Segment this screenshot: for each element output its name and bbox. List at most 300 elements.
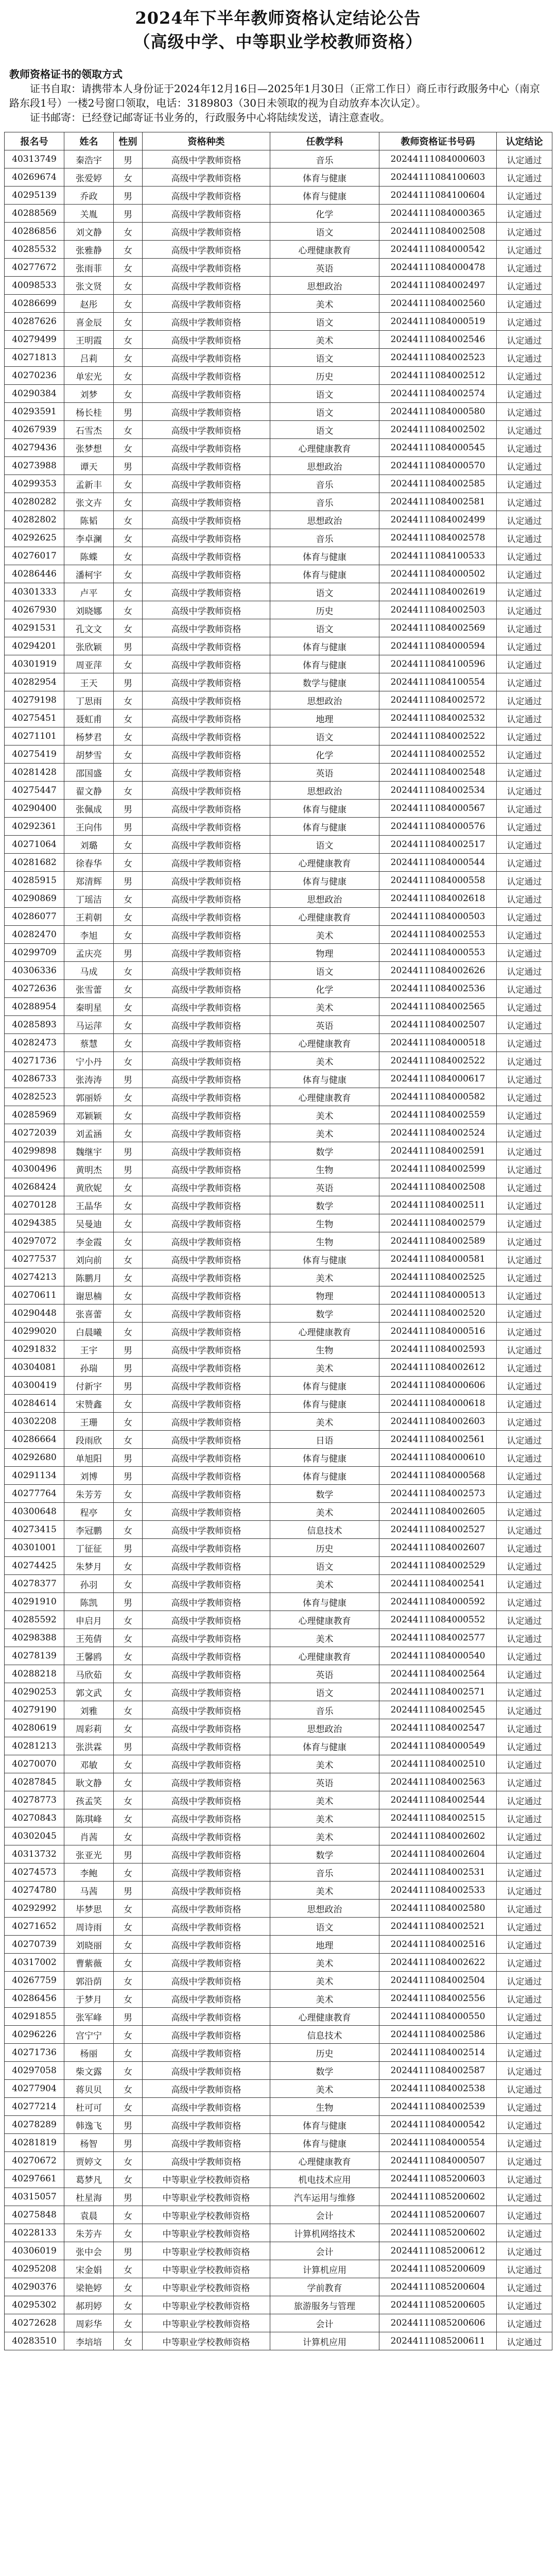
gender-cell: 女: [114, 529, 143, 547]
subject-cell: 美术: [270, 1575, 379, 1593]
subject-cell: 数学: [270, 1845, 379, 1863]
registration-no-cell: 40301919: [5, 655, 64, 673]
table-row: [5, 295, 552, 313]
subject-cell: 生物: [270, 1214, 379, 1232]
registration-no-cell: 40301001: [5, 1539, 64, 1557]
subject-cell: 信息技术: [270, 1521, 379, 1539]
subject-cell: 体育与健康: [270, 818, 379, 836]
certificate-no-cell: 20244111084000540: [379, 1647, 497, 1665]
gender-cell: 男: [114, 1539, 143, 1557]
result-cell: 认定通过: [497, 1214, 552, 1232]
certificate-no-cell: 20244111084002593: [379, 1341, 497, 1359]
result-cell: 认定通过: [497, 2152, 552, 2170]
subject-cell: 语文: [270, 619, 379, 637]
table-row: [5, 1395, 552, 1413]
qualification-type-cell: 高级中学教师资格: [143, 1575, 270, 1593]
qualification-type-cell: 高级中学教师资格: [143, 818, 270, 836]
certificate-no-cell: 20244111084000603: [379, 150, 497, 168]
certificate-no-cell: 20244111084000544: [379, 854, 497, 872]
gender-cell: 男: [114, 1449, 143, 1467]
certificate-no-cell: 20244111084002607: [379, 1539, 497, 1557]
qualification-type-cell: 高级中学教师资格: [143, 1377, 270, 1395]
gender-cell: 女: [114, 2332, 143, 2350]
table-row: [5, 439, 552, 457]
qualification-type-cell: 高级中学教师资格: [143, 241, 270, 259]
registration-no-cell: 40274213: [5, 1268, 64, 1286]
name-cell: 张文卉: [64, 493, 114, 511]
subject-cell: 思想政治: [270, 1900, 379, 1918]
registration-no-cell: 40270843: [5, 1809, 64, 1827]
table-row: [5, 1593, 552, 1611]
name-cell: 曹紫薇: [64, 1954, 114, 1972]
subject-cell: 会计: [270, 2206, 379, 2224]
certificate-no-cell: 20244111084000502: [379, 565, 497, 583]
table-row: [5, 908, 552, 926]
name-cell: 蔡慧: [64, 1034, 114, 1052]
result-cell: 认定通过: [497, 926, 552, 944]
subject-cell: 心理健康教育: [270, 2152, 379, 2170]
gender-cell: 男: [114, 1467, 143, 1485]
subject-cell: 地理: [270, 1936, 379, 1954]
subject-cell: 数学与健康: [270, 673, 379, 691]
subject-cell: 音乐: [270, 1863, 379, 1882]
gender-cell: 女: [114, 764, 143, 782]
certificate-no-cell: 20244111084002532: [379, 709, 497, 727]
subject-cell: 生物: [270, 1160, 379, 1178]
name-cell: 关胤: [64, 205, 114, 223]
column-header-certificate-no: 教师资格证书号码: [379, 132, 497, 150]
certificate-no-cell: 20244111084002502: [379, 421, 497, 439]
subject-cell: 体育与健康: [270, 2134, 379, 2152]
certificate-no-cell: 20244111084002571: [379, 1683, 497, 1701]
name-cell: 孟庆亮: [64, 944, 114, 962]
certificate-no-cell: 20244111084002618: [379, 890, 497, 908]
subject-cell: 语文: [270, 1557, 379, 1575]
subject-cell: 地理: [270, 709, 379, 727]
name-cell: 王莉朝: [64, 908, 114, 926]
registration-no-cell: 40278377: [5, 1575, 64, 1593]
qualification-type-cell: 高级中学教师资格: [143, 890, 270, 908]
name-cell: 杨长桂: [64, 403, 114, 421]
name-cell: 丁征征: [64, 1539, 114, 1557]
subject-cell: 数学: [270, 1196, 379, 1214]
gender-cell: 男: [114, 403, 143, 421]
name-cell: 梁艳婷: [64, 2278, 114, 2296]
qualification-type-cell: 高级中学教师资格: [143, 1142, 270, 1160]
certificate-no-cell: 20244111084002508: [379, 1178, 497, 1196]
qualification-type-cell: 高级中学教师资格: [143, 1954, 270, 1972]
name-cell: 孙瑞: [64, 1359, 114, 1377]
qualification-type-cell: 高级中学教师资格: [143, 1196, 270, 1214]
registration-no-cell: 40281428: [5, 764, 64, 782]
gender-cell: 女: [114, 349, 143, 367]
name-cell: 孔文文: [64, 619, 114, 637]
table-row: [5, 565, 552, 583]
qualification-type-cell: 高级中学教师资格: [143, 980, 270, 998]
qualification-type-cell: 高级中学教师资格: [143, 1286, 270, 1304]
registration-no-cell: 40315057: [5, 2188, 64, 2206]
gender-cell: 女: [114, 2044, 143, 2062]
table-row: [5, 223, 552, 241]
subject-cell: 语文: [270, 583, 379, 601]
name-cell: 朱芳芳: [64, 1485, 114, 1503]
certificate-no-cell: 20244111085200604: [379, 2278, 497, 2296]
gender-cell: 女: [114, 421, 143, 439]
subject-cell: 音乐: [270, 475, 379, 493]
result-cell: 认定通过: [497, 1521, 552, 1539]
registration-no-cell: 40279198: [5, 691, 64, 709]
table-row: [5, 2098, 552, 2116]
gender-cell: 男: [114, 205, 143, 223]
name-cell: 杜星海: [64, 2188, 114, 2206]
gender-cell: 男: [114, 637, 143, 655]
name-cell: 马运萍: [64, 1016, 114, 1034]
qualification-type-cell: 中等职业学校教师资格: [143, 2170, 270, 2188]
certificate-no-cell: 20244111084002539: [379, 2098, 497, 2116]
certificate-no-cell: 20244111084002586: [379, 2026, 497, 2044]
gender-cell: 女: [114, 1196, 143, 1214]
qualification-type-cell: 高级中学教师资格: [143, 1936, 270, 1954]
result-cell: 认定通过: [497, 727, 552, 745]
name-cell: 刘雅: [64, 1701, 114, 1719]
gender-cell: 女: [114, 223, 143, 241]
registration-no-cell: 40293591: [5, 403, 64, 421]
table-row: [5, 619, 552, 637]
result-cell: 认定通过: [497, 1863, 552, 1882]
table-row: [5, 403, 552, 421]
certificate-no-cell: 20244111084000518: [379, 1034, 497, 1052]
table-row: [5, 2278, 552, 2296]
subject-cell: 思想政治: [270, 457, 379, 475]
table-row: [5, 1034, 552, 1052]
gender-cell: 女: [114, 2260, 143, 2278]
registration-no-cell: 40273415: [5, 1521, 64, 1539]
qualification-type-cell: 中等职业学校教师资格: [143, 2332, 270, 2350]
result-cell: 认定通过: [497, 493, 552, 511]
registration-no-cell: 40274425: [5, 1557, 64, 1575]
registration-no-cell: 40290400: [5, 800, 64, 818]
gender-cell: 女: [114, 1485, 143, 1503]
qualification-type-cell: 高级中学教师资格: [143, 1232, 270, 1250]
registration-no-cell: 40271813: [5, 349, 64, 367]
gender-cell: 女: [114, 1521, 143, 1539]
registration-no-cell: 40299020: [5, 1323, 64, 1341]
result-cell: 认定通过: [497, 601, 552, 619]
subject-cell: 音乐: [270, 150, 379, 168]
result-cell: 认定通过: [497, 1034, 552, 1052]
registration-no-cell: 40267759: [5, 1972, 64, 1990]
name-cell: 孟新丰: [64, 475, 114, 493]
name-cell: 刘晓丽: [64, 1936, 114, 1954]
subject-cell: 化学: [270, 980, 379, 998]
result-cell: 认定通过: [497, 511, 552, 529]
table-row: [5, 1719, 552, 1737]
subject-cell: 英语: [270, 764, 379, 782]
gender-cell: 女: [114, 1629, 143, 1647]
qualification-type-cell: 高级中学教师资格: [143, 2152, 270, 2170]
table-row: [5, 1809, 552, 1827]
name-cell: 张中会: [64, 2242, 114, 2260]
table-row: [5, 205, 552, 223]
name-cell: 单宏光: [64, 367, 114, 385]
table-row: [5, 655, 552, 673]
registration-no-cell: 40228133: [5, 2224, 64, 2242]
gender-cell: 男: [114, 2116, 143, 2134]
qualification-type-cell: 高级中学教师资格: [143, 1359, 270, 1377]
registration-no-cell: 40280282: [5, 493, 64, 511]
table-row: [5, 691, 552, 709]
table-row: [5, 2044, 552, 2062]
certificate-no-cell: 20244111084000568: [379, 1467, 497, 1485]
gender-cell: 女: [114, 583, 143, 601]
gender-cell: 女: [114, 1990, 143, 2008]
registration-no-cell: 40275447: [5, 782, 64, 800]
gender-cell: 女: [114, 241, 143, 259]
gender-cell: 女: [114, 2224, 143, 2242]
qualification-type-cell: 高级中学教师资格: [143, 691, 270, 709]
result-cell: 认定通过: [497, 2008, 552, 2026]
gender-cell: 女: [114, 313, 143, 331]
gender-cell: 女: [114, 475, 143, 493]
result-cell: 认定通过: [497, 475, 552, 493]
certificate-no-cell: 20244111084000617: [379, 1070, 497, 1088]
gender-cell: 女: [114, 547, 143, 565]
gender-cell: 女: [114, 1503, 143, 1521]
gender-cell: 女: [114, 1900, 143, 1918]
registration-no-cell: 40283510: [5, 2332, 64, 2350]
subject-cell: 体育与健康: [270, 872, 379, 890]
registration-no-cell: 40286446: [5, 565, 64, 583]
subject-cell: 历史: [270, 367, 379, 385]
gender-cell: 男: [114, 150, 143, 168]
result-cell: 认定通过: [497, 745, 552, 764]
table-row: [5, 2026, 552, 2044]
registration-no-cell: 40285915: [5, 872, 64, 890]
registration-no-cell: 40300496: [5, 1160, 64, 1178]
result-cell: 认定通过: [497, 1882, 552, 1900]
table-row: [5, 150, 552, 168]
certificate-no-cell: 20244111084002514: [379, 2044, 497, 2062]
certificate-no-cell: 20244111084002612: [379, 1359, 497, 1377]
name-cell: 聂虹甫: [64, 709, 114, 727]
qualification-type-cell: 高级中学教师资格: [143, 1863, 270, 1882]
certificate-no-cell: 20244111084002541: [379, 1575, 497, 1593]
subject-cell: 英语: [270, 1773, 379, 1791]
name-cell: 张雨菲: [64, 259, 114, 277]
name-cell: 魏继宇: [64, 1142, 114, 1160]
result-cell: 认定通过: [497, 205, 552, 223]
gender-cell: 男: [114, 872, 143, 890]
qualification-type-cell: 高级中学教师资格: [143, 150, 270, 168]
result-cell: 认定通过: [497, 1178, 552, 1196]
name-cell: 谭天: [64, 457, 114, 475]
gender-cell: 女: [114, 1575, 143, 1593]
registration-no-cell: 40299898: [5, 1142, 64, 1160]
result-cell: 认定通过: [497, 1467, 552, 1485]
result-cell: 认定通过: [497, 2224, 552, 2242]
result-cell: 认定通过: [497, 2332, 552, 2350]
subject-cell: 体育与健康: [270, 1593, 379, 1611]
notice-section: [9, 67, 547, 125]
certificate-no-cell: 20244111084002538: [379, 2080, 497, 2098]
certificate-no-cell: 20244111084002619: [379, 583, 497, 601]
certificate-no-cell: 20244111084002523: [379, 349, 497, 367]
subject-cell: 语文: [270, 1918, 379, 1936]
gender-cell: 男: [114, 457, 143, 475]
registration-no-cell: 40271652: [5, 1918, 64, 1936]
page-subtitle: （高级中学、中等职业学校教师资格）: [133, 32, 423, 52]
certificate-no-cell: 20244111084000594: [379, 637, 497, 655]
name-cell: 张欣颖: [64, 637, 114, 655]
result-cell: 认定通过: [497, 1503, 552, 1521]
table-row: [5, 926, 552, 944]
gender-cell: 女: [114, 962, 143, 980]
subject-cell: 体育与健康: [270, 168, 379, 187]
gender-cell: 女: [114, 1936, 143, 1954]
gender-cell: 男: [114, 800, 143, 818]
subject-cell: 语文: [270, 223, 379, 241]
certificate-no-cell: 20244111084002531: [379, 1863, 497, 1882]
result-cell: 认定通过: [497, 673, 552, 691]
certificate-no-cell: 20244111084002545: [379, 1701, 497, 1719]
registration-no-cell: 40285893: [5, 1016, 64, 1034]
qualification-type-cell: 高级中学教师资格: [143, 782, 270, 800]
gender-cell: 女: [114, 1395, 143, 1413]
certificate-no-cell: 20244111084002565: [379, 998, 497, 1016]
registration-no-cell: 40282523: [5, 1088, 64, 1106]
qualification-type-cell: 高级中学教师资格: [143, 1845, 270, 1863]
subject-cell: 心理健康教育: [270, 1611, 379, 1629]
subject-cell: 美术: [270, 1755, 379, 1773]
gender-cell: 女: [114, 1178, 143, 1196]
certificate-no-cell: 20244111084002524: [379, 1124, 497, 1142]
subject-cell: 美术: [270, 1791, 379, 1809]
gender-cell: 女: [114, 1268, 143, 1286]
subject-cell: 物理: [270, 944, 379, 962]
result-cell: 认定通过: [497, 259, 552, 277]
result-cell: 认定通过: [497, 2098, 552, 2116]
qualification-type-cell: 高级中学教师资格: [143, 1755, 270, 1773]
table-row: [5, 745, 552, 764]
gender-cell: 女: [114, 1683, 143, 1701]
table-row: [5, 1827, 552, 1845]
certificate-no-cell: 20244111084002604: [379, 1845, 497, 1863]
table-row: [5, 1773, 552, 1791]
table-row: [5, 1863, 552, 1882]
table-row: [5, 1791, 552, 1809]
registration-no-cell: 40285969: [5, 1106, 64, 1124]
qualification-type-cell: 高级中学教师资格: [143, 457, 270, 475]
name-cell: 秦明星: [64, 998, 114, 1016]
subject-cell: 生物: [270, 1232, 379, 1250]
name-cell: 张梦想: [64, 439, 114, 457]
name-cell: 吕莉: [64, 349, 114, 367]
certificate-no-cell: 20244111085200611: [379, 2332, 497, 2350]
gender-cell: 男: [114, 818, 143, 836]
subject-cell: 美术: [270, 295, 379, 313]
qualification-type-cell: 高级中学教师资格: [143, 1304, 270, 1323]
qualification-type-cell: 高级中学教师资格: [143, 1431, 270, 1449]
result-cell: 认定通过: [497, 1809, 552, 1827]
registration-no-cell: 40271064: [5, 836, 64, 854]
subject-cell: 美术: [270, 1413, 379, 1431]
qualification-type-cell: 高级中学教师资格: [143, 601, 270, 619]
qualification-type-cell: 高级中学教师资格: [143, 1629, 270, 1647]
name-cell: 王明霞: [64, 331, 114, 349]
name-cell: 杨智: [64, 2134, 114, 2152]
gender-cell: 女: [114, 1106, 143, 1124]
results-table: [4, 132, 552, 2350]
registration-no-cell: 40287626: [5, 313, 64, 331]
table-row: [5, 1106, 552, 1124]
certificate-no-cell: 20244111084000503: [379, 908, 497, 926]
result-cell: 认定通过: [497, 1845, 552, 1863]
subject-cell: 美术: [270, 1809, 379, 1827]
result-cell: 认定通过: [497, 1268, 552, 1286]
gender-cell: 女: [114, 1809, 143, 1827]
certificate-no-cell: 20244111084100604: [379, 187, 497, 205]
result-cell: 认定通过: [497, 1827, 552, 1845]
table-row: [5, 2080, 552, 2098]
column-header-gender: 性别: [114, 132, 143, 150]
registration-no-cell: 40270611: [5, 1286, 64, 1304]
gender-cell: 男: [114, 673, 143, 691]
result-cell: 认定通过: [497, 439, 552, 457]
table-row: [5, 1250, 552, 1268]
name-cell: 陈蝶: [64, 547, 114, 565]
certificate-no-cell: 20244111084000618: [379, 1395, 497, 1413]
qualification-type-cell: 高级中学教师资格: [143, 1990, 270, 2008]
certificate-no-cell: 20244111085200609: [379, 2260, 497, 2278]
certificate-no-cell: 20244111084002503: [379, 601, 497, 619]
qualification-type-cell: 高级中学教师资格: [143, 1791, 270, 1809]
result-cell: 认定通过: [497, 1250, 552, 1268]
registration-no-cell: 40290869: [5, 890, 64, 908]
result-cell: 认定通过: [497, 1106, 552, 1124]
registration-no-cell: 40098533: [5, 277, 64, 295]
registration-no-cell: 40278289: [5, 2116, 64, 2134]
result-cell: 认定通过: [497, 1755, 552, 1773]
gender-cell: 女: [114, 1719, 143, 1737]
name-cell: 马欣茹: [64, 1665, 114, 1683]
qualification-type-cell: 高级中学教师资格: [143, 2098, 270, 2116]
registration-no-cell: 40279436: [5, 439, 64, 457]
result-cell: 认定通过: [497, 2044, 552, 2062]
qualification-type-cell: 高级中学教师资格: [143, 1341, 270, 1359]
registration-no-cell: 40282470: [5, 926, 64, 944]
registration-no-cell: 40300648: [5, 1503, 64, 1521]
subject-cell: 生物: [270, 1341, 379, 1359]
certificate-no-cell: 20244111084002525: [379, 1268, 497, 1286]
certificate-no-cell: 20244111084002626: [379, 962, 497, 980]
qualification-type-cell: 高级中学教师资格: [143, 1052, 270, 1070]
gender-cell: 女: [114, 1250, 143, 1268]
result-cell: 认定通过: [497, 1088, 552, 1106]
name-cell: 张洪霖: [64, 1737, 114, 1755]
name-cell: 程亭: [64, 1503, 114, 1521]
name-cell: 郝玥婷: [64, 2296, 114, 2314]
result-cell: 认定通过: [497, 619, 552, 637]
table-row: [5, 764, 552, 782]
result-cell: 认定通过: [497, 1323, 552, 1341]
registration-no-cell: 40302045: [5, 1827, 64, 1845]
gender-cell: 男: [114, 1593, 143, 1611]
registration-no-cell: 40313732: [5, 1845, 64, 1863]
qualification-type-cell: 高级中学教师资格: [143, 1160, 270, 1178]
qualification-type-cell: 高级中学教师资格: [143, 403, 270, 421]
subject-cell: 美术: [270, 1503, 379, 1521]
subject-cell: 数学: [270, 1304, 379, 1323]
